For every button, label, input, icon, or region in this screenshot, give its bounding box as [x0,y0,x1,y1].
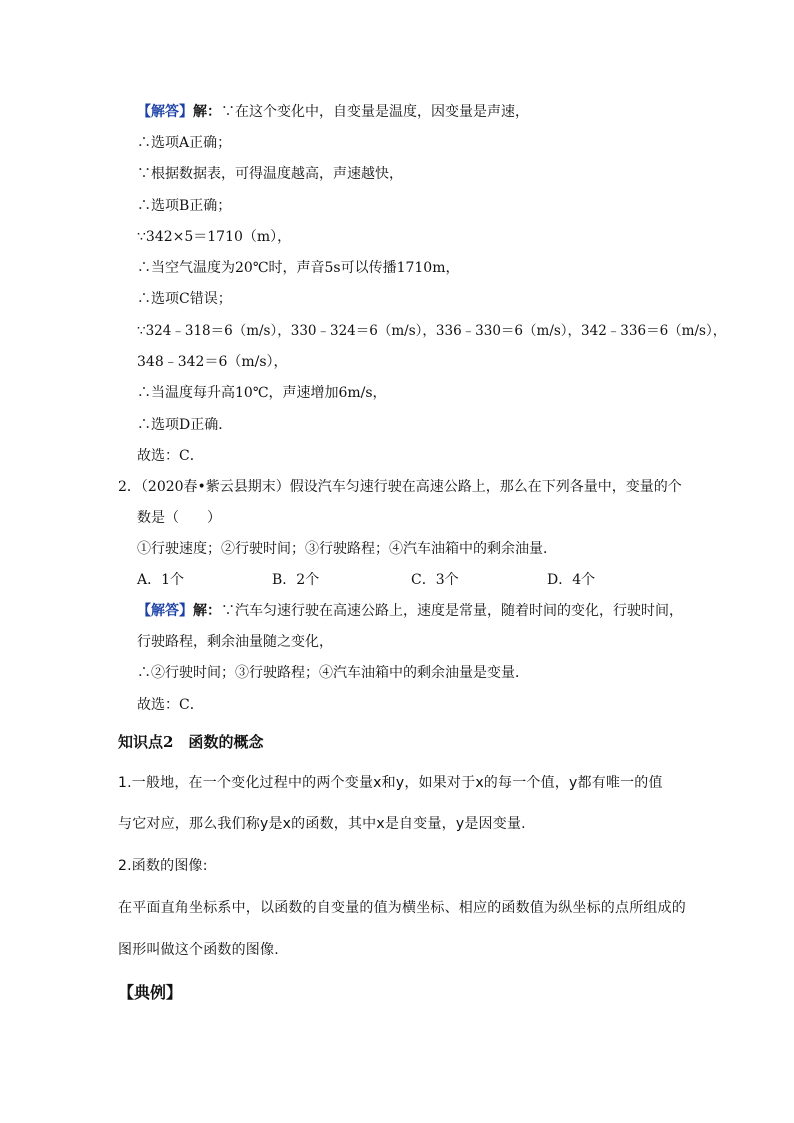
solution-1-line-8: ∵324﹣318＝6（m/s），330﹣324＝6（m/s），336﹣330＝6（m/s），342﹣336＝6（m/s）， [137,323,727,339]
solution-1-first-line [137,102,529,122]
solution-1-line-1: ∵在这个变化中，自变量是温度，因变量是声速， [221,104,529,120]
solution-1-line-7: ∴选项C错误； [137,291,232,307]
solution-2-line-3: ∴②行驶时间；③行驶路程；④汽车油箱中的剩余油量是变量． [137,665,529,681]
solution-1-line-3: ∵根据数据表，可得温度越高，声速越快， [137,166,403,182]
graph-definition-line-1: 在平面直角坐标系中，以函数的自变量的值为横坐标、相应的函数值为纵坐标的点所组成的 [118,900,686,916]
question-2-items: ①行驶速度；②行驶时间；③行驶路程；④汽车油箱中的剩余油量． [137,541,557,557]
option-c: C．3个 [411,572,459,588]
knowledge-heading: 知识点2 函数的概念 [118,733,264,751]
solution-2-line-4: 故选：C． [137,697,204,713]
option-d: D．4个 [547,572,596,588]
question-2-stem-line-1: 2．（2020春•紫云县期末）假设汽车匀速行驶在高速公路上，那么在下列各量中，变量的个 [118,479,682,495]
option-a: A．1个 [137,572,185,588]
solution-1-line-4: ∴选项B正确； [137,198,232,214]
answer-tag: 【解答】 [137,603,193,619]
solution-2-first-line [137,601,683,621]
answer-tag: 【解答】 [137,104,193,120]
definition-line-1: 1.一般地，在一个变化过程中的两个变量x和y，如果对于x的每一个值，y都有唯一的值 [118,775,663,791]
graph-title: 2.函数的图像: [118,858,208,874]
solution-2-line-2: 行驶路程，剩余油量随之变化， [137,634,333,650]
solution-1-line-9: 348﹣342＝6（m/s）， [137,354,288,370]
graph-definition-line-2: 图形叫做这个函数的图像. [118,942,279,958]
solution-1-line-5: ∵342×5＝1710（m）， [137,229,292,245]
example-label: 【典例】 [118,983,183,1002]
solution-1-line-2: ∴选项A正确； [137,135,232,151]
option-b: B．2个 [272,572,320,588]
question-2-stem-line-2: 数是（ ） [137,510,221,526]
solution-1-line-6: ∴当空气温度为20℃时，声音5s可以传播1710m， [137,260,460,276]
solution-1-line-10: ∴当温度每升高10℃，声速增加6m/s， [137,385,387,401]
answer-lead: 解： [193,104,221,120]
answer-lead: 解： [193,603,221,619]
solution-1-line-11: ∴选项D正确． [137,417,233,433]
solution-2-line-1: ∵汽车匀速行驶在高速公路上，速度是常量，随着时间的变化，行驶时间， [221,603,683,619]
solution-1-line-12: 故选：C． [137,448,204,464]
definition-line-2: 与它对应，那么我们称y是x的函数，其中x是自变量，y是因变量. [118,816,526,832]
